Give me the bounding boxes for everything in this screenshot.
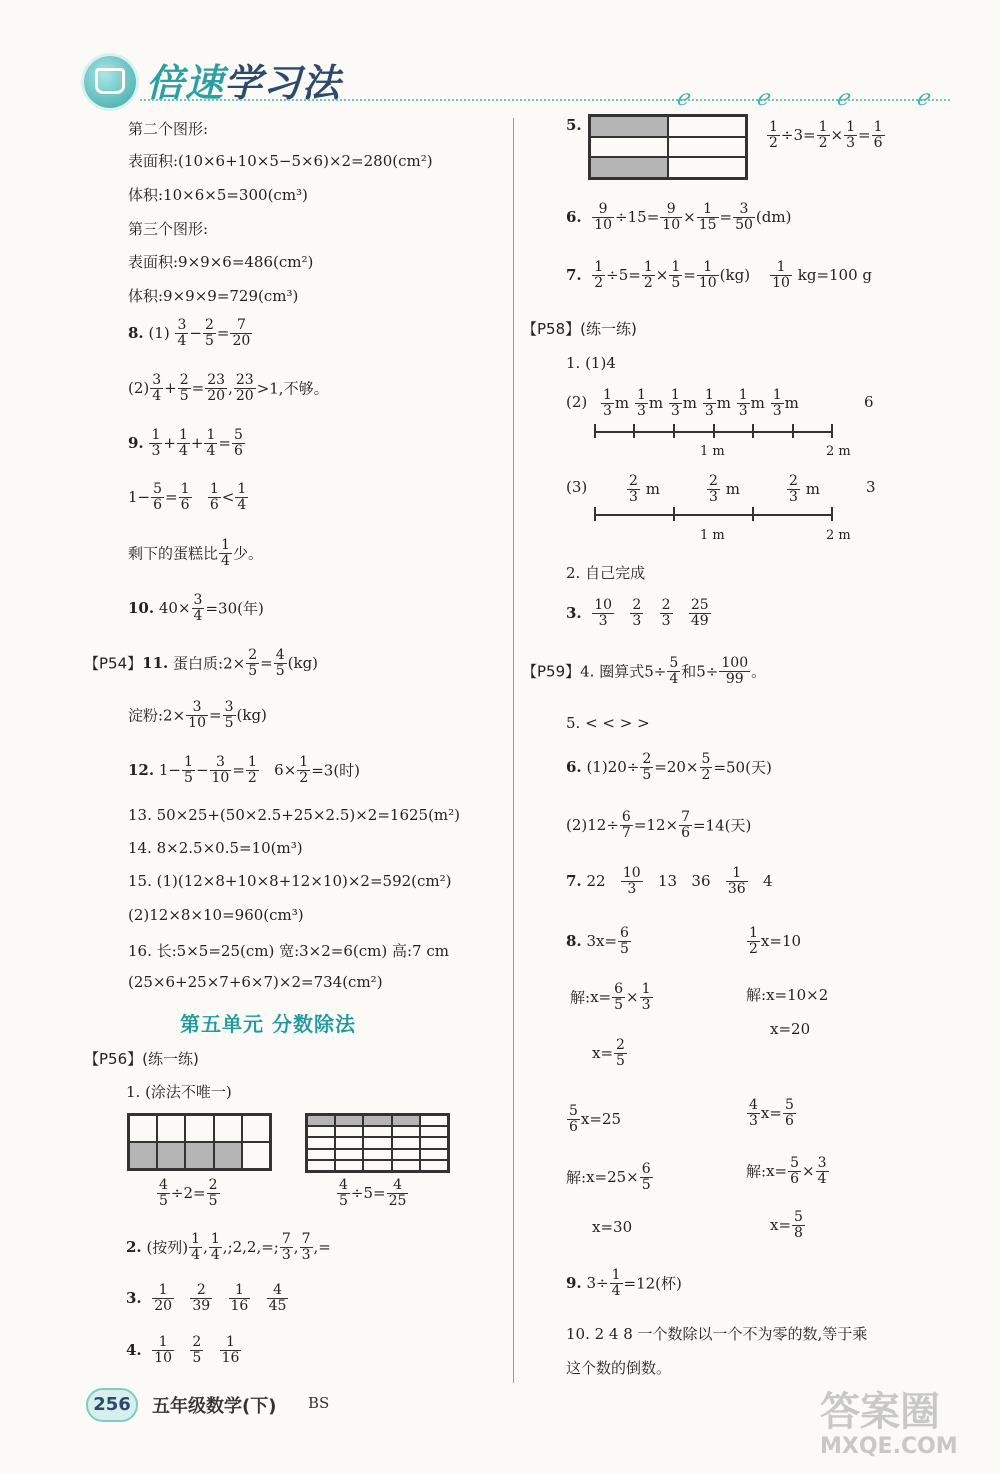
cake-answer: 剩下的蛋糕比 $\frac{1}{4}$ 少。 (128, 537, 263, 569)
q11c: 淀粉:2× $\frac{3}{10}$ = $\frac{3}{5}$ (kg) (128, 699, 267, 731)
q6-number: 6. (566, 208, 582, 227)
ruler-tick (673, 424, 675, 438)
ruler-tick (594, 507, 596, 521)
r6a-a: (1)20÷ (586, 758, 640, 777)
cake-tail: 少。 (232, 544, 263, 563)
r8c-step: 解:x=25× $\frac{6}{5}$ (566, 1161, 651, 1193)
q12-number: 12. (128, 761, 155, 780)
r9: 9. 3÷ $\frac{1}{4}$ =12(杯) (566, 1267, 682, 1299)
r6-number: 6. (566, 758, 582, 777)
r2: 2. 自己完成 (566, 564, 646, 582)
x-10x2: x=10×2 (766, 986, 829, 1004)
book-icon (95, 68, 125, 94)
q2-number: 2. (126, 1238, 142, 1257)
cake-text: 剩下的蛋糕比 (128, 544, 219, 563)
fig2-volume: 体积:10×6×5=300(cm³) (128, 186, 308, 204)
r4-c: 。 (751, 662, 767, 681)
fig3-volume: 体积:9×9×9=729(cm³) (128, 287, 299, 305)
fig3-title: 第三个图形: (128, 220, 209, 238)
ruler-a-1m: 1 m (700, 444, 725, 459)
r4: 【P59】4. 圈算式5÷ $\frac{5}{4}$ 和5÷ $\frac{100}{99}$ 。 (522, 655, 767, 687)
q5-equation: $\frac{1}{2}$ ÷3= $\frac{1}{2}$ × $\frac{1}{3}$ = $\frac{1}{6}$ (769, 119, 883, 151)
q2: 2. (按列) $\frac{1}{4}$ , $\frac{1}{4}$ ,;2,2,=; $\frac{7}{3}$ , $\frac{7}{3}$ ,= (126, 1231, 331, 1263)
ruler-tick (831, 507, 833, 521)
q11-number: 11. (142, 654, 169, 673)
q10: 10. 40× $\frac{3}{4}$ =30(年) (128, 592, 264, 624)
r8a: 8. 3x= $\frac{6}{5}$ (566, 925, 629, 957)
r6a-c: =50(天) (713, 758, 772, 777)
shading-grid-b (305, 1113, 450, 1173)
q10-a: 40× (158, 599, 191, 618)
r8c: $\frac{5}{6}$ x=25 (569, 1103, 622, 1135)
grid-b-equation: $\frac{4}{5}$ ÷5= $\frac{4}{25}$ (339, 1177, 407, 1209)
q4: 4. $\frac{1}{10}$ $\frac{2}{5}$ $\frac{1}{16}$ (126, 1334, 240, 1366)
ruler-tick (752, 424, 754, 438)
q8b: (2) $\frac{3}{4}$ + $\frac{2}{5}$ = $\frac{23}{20}$ , $\frac{23}{20}$ >1,不够。 (128, 372, 329, 404)
r7: 7. 22 $\frac{10}{3}$ 13 36 $\frac{1}{36}$ 4 (566, 865, 773, 897)
r7-val: 13 (658, 872, 678, 891)
q12-c: =3(时) (311, 761, 361, 780)
q9-number: 9. (128, 434, 144, 453)
ruler-tick (673, 507, 675, 521)
r1-3-seg1: $\frac{2}{3}$ m (629, 473, 660, 505)
p58-ref: 【P58】(练一练) (522, 320, 637, 338)
r6b-b: =12× (633, 816, 679, 835)
ruler-b (594, 514, 832, 516)
q12: 12. 1− $\frac{1}{5}$ − $\frac{3}{10}$ = $\frac{1}{2}$ 6× $\frac{1}{2}$ =3(时) (128, 754, 361, 786)
r6b-a: (2)12÷ (566, 816, 619, 835)
q9b: 1− $\frac{5}{6}$ = $\frac{1}{6}$ $\frac{1}{6}$ < $\frac{1}{4}$ (128, 481, 247, 513)
ruler-tick (792, 424, 794, 438)
r8-number: 8. (566, 932, 582, 951)
r8d-step: 解:x= $\frac{5}{6}$ × $\frac{3}{4}$ (746, 1155, 827, 1187)
r8a-step: 解:x= $\frac{6}{5}$ × $\frac{1}{3}$ (570, 981, 651, 1013)
curl-icon: ℯ (756, 86, 770, 111)
q8a: 8. (1) $\frac{3}{4}$ − $\frac{2}{5}$ = $\frac{7}{20}$ (128, 317, 251, 349)
curl-icon: ℯ (836, 86, 850, 111)
q8b-tail: >1,不够。 (256, 379, 329, 398)
q7-number: 7. (566, 266, 582, 285)
watermark-line2: MXQE.COM (820, 1434, 958, 1459)
ruler-tick (831, 424, 833, 438)
p54-ref: 【P54】 (84, 654, 143, 673)
r10: 10. 2 4 8 一个数除以一个不为零的数,等于乘 (566, 1325, 868, 1343)
x-25: x=25 (580, 1110, 622, 1129)
q8a-prefix: (1) (148, 324, 170, 343)
r8b-result: x=20 (770, 1020, 811, 1038)
watermark-line1: 答案圈 (820, 1389, 940, 1435)
q4-number: 4. (126, 1341, 142, 1360)
curl-icon: ℯ (916, 86, 930, 111)
r1-2-segments: $\frac{1}{3}$ m $\frac{1}{3}$ m $\frac{1}{3}$ m $\frac{1}{3}$ m $\frac{1}{3}$ m $\frac{1}{3}$ m (603, 387, 799, 419)
r1-3-label: (3) (566, 478, 588, 496)
q12-a: 1− (158, 761, 182, 780)
fig2-title: 第二个图形: (128, 120, 209, 138)
r8d-result: x= $\frac{5}{8}$ (770, 1209, 803, 1241)
unit-title: 第五单元 分数除法 (180, 1012, 356, 1036)
q11-a: 蛋白质:2× (173, 654, 246, 673)
r1-2-label: (2) (566, 393, 588, 411)
r7-val: 36 (691, 872, 711, 891)
q5-grid (588, 114, 748, 180)
r6b-c: =14(天) (692, 816, 752, 835)
r6b: (2)12÷ $\frac{6}{7}$ =12× $\frac{7}{6}$ =14(天) (566, 809, 752, 841)
curl-icon: ℯ (676, 86, 690, 111)
q7-gram: kg=100 g (797, 266, 873, 285)
q12-b: 6× (274, 761, 297, 780)
r6a: 6. (1)20÷ $\frac{2}{5}$ =20× $\frac{5}{2}$ =50(天) (566, 751, 772, 783)
q11-b: (kg) (287, 654, 319, 673)
q11a: 【P54】11. 蛋白质:2× $\frac{2}{5}$ = $\frac{4}{5}$ (kg) (84, 647, 319, 679)
r9-b: =12(杯) (623, 1274, 682, 1293)
ruler-a-2m: 2 m (826, 444, 851, 459)
q11c-b: (kg) (236, 706, 267, 725)
q7: 7. $\frac{1}{2}$ ÷5= $\frac{1}{2}$ × $\frac{1}{5}$ = $\frac{1}{10}$ (kg) $\frac{1}{10}$ kg=100 g (566, 259, 873, 291)
ruler-b-2m: 2 m (826, 528, 851, 543)
q7-unit: (kg) (719, 266, 751, 285)
q16a: 16. 长:5×5=25(cm) 宽:3×2=6(cm) 高:7 cm (128, 942, 449, 960)
brand-part-a: 倍速 (146, 61, 225, 105)
q2-a: (按列) (146, 1238, 189, 1257)
q10-number: 10. (128, 599, 155, 618)
q9a: 9. $\frac{1}{3}$ + $\frac{1}{4}$ + $\frac{1}{4}$ = $\frac{5}{6}$ (128, 427, 243, 459)
page-number: 256 (86, 1388, 138, 1422)
q6: 6. $\frac{9}{10}$ ÷15= $\frac{9}{10}$ × $\frac{1}{15}$ = $\frac{3}{50}$ (dm) (566, 201, 792, 233)
r6a-b: =20× (654, 758, 699, 777)
footer-edition: BS (308, 1394, 330, 1412)
r1-2-count: 6 (864, 393, 874, 411)
p59-ref: 【P59】 (522, 662, 581, 681)
r8a-result: x= $\frac{2}{5}$ (592, 1037, 625, 1069)
brand-part-b: 学习法 (224, 61, 342, 105)
r5: 5. < < > > (566, 714, 650, 732)
ruler-tick (594, 424, 596, 438)
r4-b: 和5÷ (681, 662, 719, 681)
q8-number: 8. (128, 324, 144, 343)
r3-number: 3. (566, 604, 582, 623)
r8d: $\frac{4}{3}$ x= $\frac{5}{6}$ (749, 1097, 794, 1129)
ruler-tick (752, 507, 754, 521)
q9b-prefix: 1− (128, 488, 151, 507)
x-eq-10: x=10 (760, 932, 802, 951)
r1: 1. (1)4 (566, 354, 616, 372)
r9-number: 9. (566, 1274, 582, 1293)
fig2-area: 表面积:(10×6+10×5−5×6)×2=280(cm²) (128, 152, 433, 170)
r8b-step: 解:x=10×2 (746, 986, 829, 1004)
r7-number: 7. (566, 872, 582, 891)
r8c-result: x=30 (592, 1218, 633, 1236)
r7-val: 4 (762, 872, 773, 891)
r1-3-seg3: $\frac{2}{3}$ m (789, 473, 820, 505)
ruler-tick (713, 424, 715, 438)
r3: 3. $\frac{10}{3}$ $\frac{2}{3}$ $\frac{2}{3}$ $\frac{25}{49}$ (566, 597, 709, 629)
q6-unit: (dm) (755, 208, 792, 227)
q1-note: 1. (涂法不唯一) (126, 1083, 232, 1101)
q13: 13. 50×25+(50×2.5+25×2.5)×2=1625(m²) (128, 806, 461, 824)
r7-val: 22 (586, 872, 606, 891)
r1-3-seg2: $\frac{2}{3}$ m (709, 473, 740, 505)
q3-number: 3. (126, 1289, 142, 1308)
r4-a: 4. 圈算式5÷ (580, 662, 667, 681)
header-dotted-line (140, 99, 950, 101)
r8b: $\frac{1}{2}$ x=10 (749, 925, 802, 957)
r1-3-count: 3 (866, 478, 876, 496)
q11c-a: 淀粉:2× (128, 706, 186, 725)
r9-a: 3÷ (586, 1274, 609, 1293)
ruler-b-1m: 1 m (700, 528, 725, 543)
q10-b: =30(年) (205, 599, 264, 618)
q16b: (25×6+25×7+6×7)×2=734(cm²) (128, 973, 383, 991)
watermark (820, 1390, 958, 1460)
q2-b: ,;2,2,=; (222, 1238, 279, 1257)
column-divider (513, 118, 514, 1383)
p56-ref: 【P56】(练一练) (84, 1050, 199, 1068)
ruler-tick (633, 424, 635, 438)
r10b: 这个数的倒数。 (566, 1359, 672, 1377)
q14: 14. 8×2.5×0.5=10(m³) (128, 839, 303, 857)
q15a: 15. (1)(12×8+10×8+12×10)×2=592(cm²) (128, 872, 452, 890)
q8b-prefix: (2) (128, 379, 150, 398)
shading-grid-a (127, 1113, 272, 1171)
grid-a-equation: $\frac{4}{5}$ ÷2= $\frac{2}{5}$ (159, 1177, 218, 1209)
q5-number: 5. (566, 116, 582, 134)
q15b: (2)12×8×10=960(cm³) (128, 906, 304, 924)
fig3-area: 表面积:9×9×6=486(cm²) (128, 253, 314, 271)
q3: 3. $\frac{1}{20}$ $\frac{2}{39}$ $\frac{1}{16}$ $\frac{4}{45}$ (126, 1282, 287, 1314)
footer-title: 五年级数学(下) (152, 1396, 277, 1417)
